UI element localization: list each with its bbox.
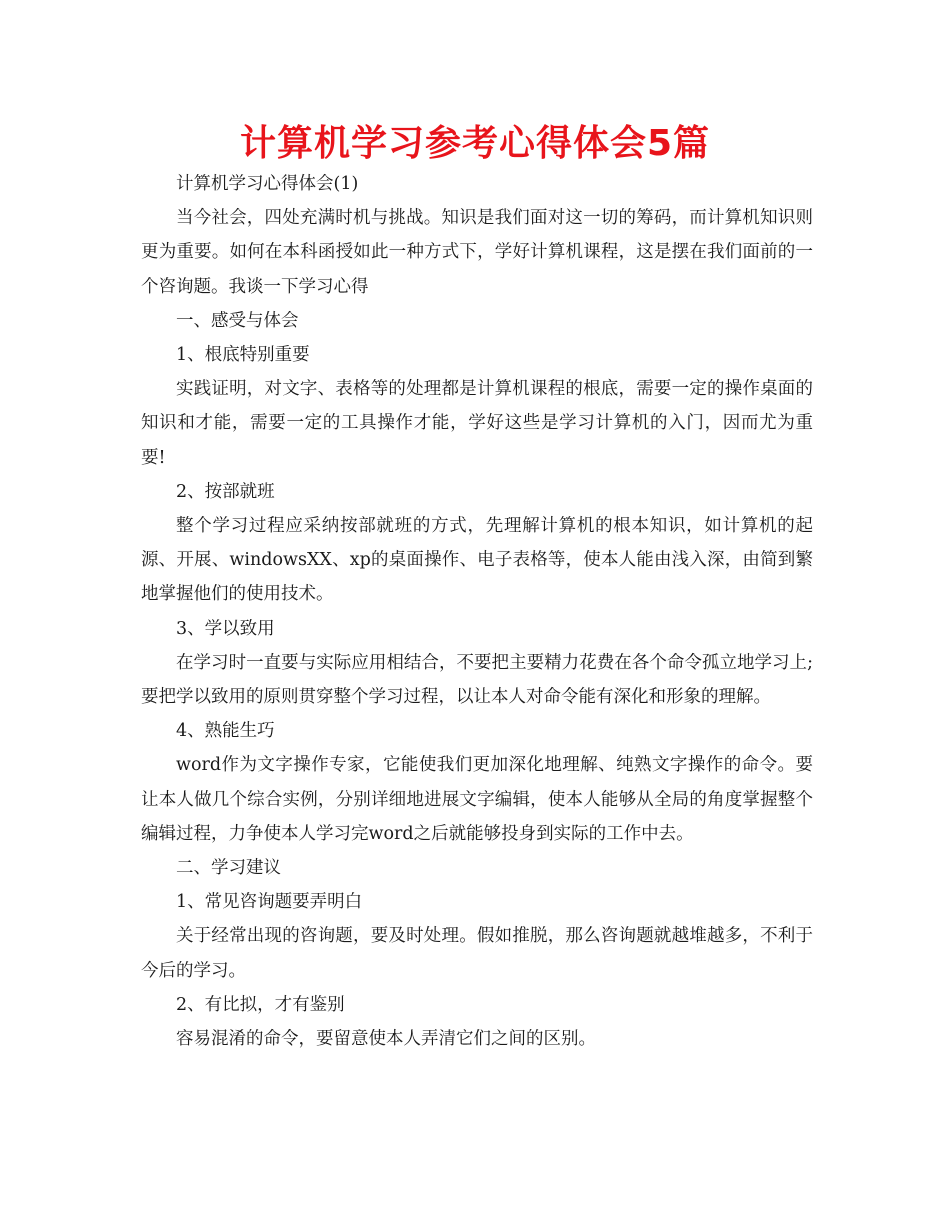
paragraph-apply: 在学习时一直要与实际应用相结合，不要把主要精力花费在各个命令孤立地学习上;要把学以致用的原则贯穿整个学习过程，以让本人对命令能有深化和形象的理解。 <box>141 652 813 708</box>
point-heading-4: 4、熟能生巧 <box>176 721 275 742</box>
paragraph-intro: 当今社会，四处充满时机与挑战。知识是我们面对这一切的筹码，而计算机知识则更为重要。如何在本科函授如此一种方式下，学好计算机课程，这是摆在我们面前的一个咨询题。我谈一下学习心得 <box>141 208 813 297</box>
paragraph-step-by-step: 整个学习过程应采纳按部就班的方式，先理解计算机的根本知识，如计算机的起源、开展、windowsXX、xp的桌面操作、电子表格等，使本人能由浅入深，由简到繁地掌握他们的使用技术。 <box>141 516 813 605</box>
section-heading-feelings: 一、感受与体会 <box>176 310 299 331</box>
document-title: 计算机学习参考心得体会5篇 <box>239 123 711 164</box>
suggestion-heading-1: 1、常见咨询题要弄明白 <box>176 892 363 913</box>
suggestion-heading-2: 2、有比拟，才有鉴别 <box>176 994 345 1015</box>
paragraph-practice: word作为文字操作专家，它能使我们更加深化地理解、纯熟文字操作的命令。要让本人做几个综合实例，分别详细地进展文字编辑，使本人能够从全局的角度掌握整个编辑过程，力争使本人学习完word之后就能够投身到实际的工作中去。 <box>141 755 813 844</box>
section-heading-suggestions: 二、学习建议 <box>176 858 281 879</box>
subtitle: 计算机学习心得体会(1) <box>176 174 359 194</box>
document-body <box>141 167 813 1056</box>
point-heading-2: 2、按部就班 <box>176 481 275 502</box>
point-heading-3: 3、学以致用 <box>176 618 275 639</box>
paragraph-compare: 容易混淆的命令，要留意使本人弄清它们之间的区别。 <box>176 1029 596 1050</box>
paragraph-foundation: 实践证明，对文字、表格等的处理都是计算机课程的根底，需要一定的操作桌面的知识和才能，需要一定的工具操作才能，学好这些是学习计算机的入门，因而尤为重要! <box>141 379 813 468</box>
point-heading-1: 1、根底特别重要 <box>176 345 310 366</box>
paragraph-common-questions: 关于经常出现的咨询题，要及时处理。假如推脱，那么咨询题就越堆越多，不利于今后的学习。 <box>141 926 813 981</box>
